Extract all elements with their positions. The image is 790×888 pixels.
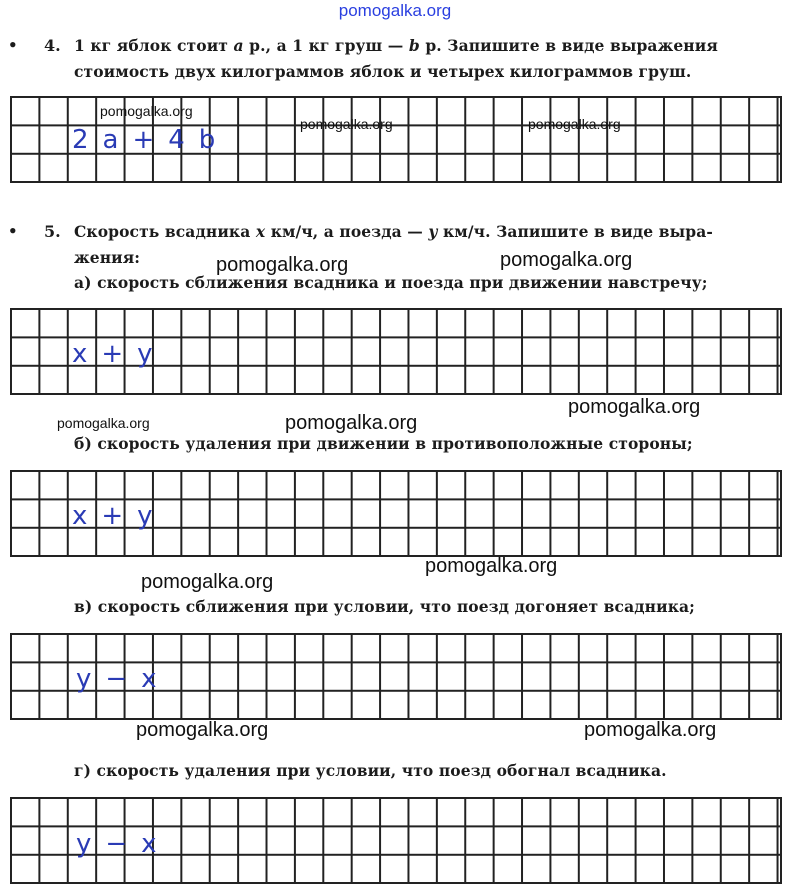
watermark: pomogalka.org <box>568 396 701 418</box>
part-d-answer: y−x <box>76 829 171 859</box>
task5-line1 <box>74 222 713 241</box>
part-c-answer: y−x <box>76 664 171 694</box>
task5-line1-c: км/ч. Запишите в виде выра- <box>437 222 713 241</box>
header-watermark: pomogalka.org <box>338 1 452 20</box>
task5-part-c-label: в) скорость сближения при условии, что поезд догоняет всадника; <box>74 597 695 616</box>
task5-part-a-label: а) скорость сближения всадника и поезда при движении навстречу; <box>74 273 708 292</box>
task5-line1-b: км/ч, а поезда — <box>265 222 429 241</box>
watermark: pomogalka.org <box>500 249 633 271</box>
task4-bullet: • <box>8 36 18 54</box>
task5-var-y: y <box>428 222 438 241</box>
task5-part-d-label: г) скорость удаления при условии, что поезд обогнал всадника. <box>74 761 667 780</box>
task4-line1-b: р., а 1 кг груш — <box>243 36 409 55</box>
watermark: pomogalka.org <box>57 415 150 431</box>
task4-line1-a: 1 кг яблок стоит <box>74 36 234 55</box>
task4-line1-c: р. Запишите в виде выражения <box>419 36 718 55</box>
task5-part-b-label: б) скорость удаления при движении в противоположные стороны; <box>74 434 693 453</box>
task4-answer: 2a+4b <box>72 125 230 155</box>
watermark: pomogalka.org <box>584 719 717 741</box>
task5-line1-a: Скорость всадника <box>74 222 256 241</box>
watermark: pomogalka.org <box>285 412 418 434</box>
watermark: pomogalka.org <box>300 116 393 132</box>
task4-line1 <box>74 36 718 55</box>
watermark: pomogalka.org <box>136 719 269 741</box>
watermark: pomogalka.org <box>528 116 621 132</box>
task5-line2: жения: <box>74 248 141 267</box>
task4-var-b: b <box>408 36 420 55</box>
watermark: pomogalka.org <box>425 555 558 577</box>
part-a-answer: x+y <box>72 339 167 369</box>
watermark: pomogalka.org <box>216 254 349 276</box>
watermark: pomogalka.org <box>141 571 274 593</box>
part-b-answer: x+y <box>72 501 167 531</box>
watermark: pomogalka.org <box>100 103 193 119</box>
task5-number: 5. <box>44 222 61 241</box>
task4-var-a: a <box>233 36 244 55</box>
task4-line2: стоимость двух килограммов яблок и четырех килограммов груш. <box>74 62 692 81</box>
task4-number: 4. <box>44 36 61 55</box>
task5-bullet: • <box>8 222 18 240</box>
task5-var-x: x <box>255 222 266 241</box>
